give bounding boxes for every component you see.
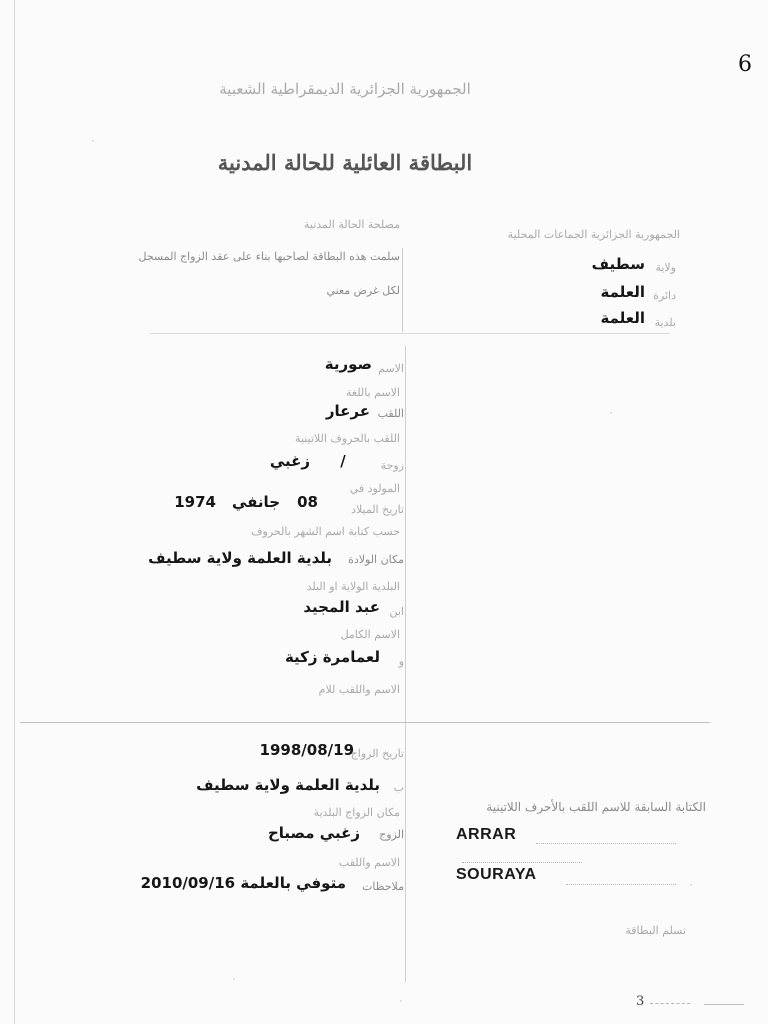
speck <box>233 978 235 980</box>
marriage-spouse-value: زغبي مصباح <box>267 824 360 842</box>
birth-day: 08 <box>297 493 318 511</box>
middle-rule <box>20 722 710 723</box>
page-edge <box>14 0 15 1024</box>
latin-surname-dots <box>536 843 676 844</box>
daira-label: دائرة <box>653 289 676 302</box>
notes-value: متوفي بالعلمة 2010/09/16 <box>140 874 346 892</box>
left-block-line2: سلمت هذه البطاقة لصاحبها بناء على عقد الزواج المسجل <box>138 250 400 263</box>
latin-heading: الكتابة السابقة للاسم اللقب بالأحرف اللاتينية <box>486 800 706 814</box>
wilaya-value: سطيف <box>591 255 645 273</box>
surname-value: عرعار <box>325 402 370 420</box>
father-value: عبد المجيد <box>303 598 380 616</box>
marriage-spouse-sub: الاسم واللقب <box>338 856 400 869</box>
birth-date-sub: حسب كتابة اسم الشهر بالحروف <box>251 525 400 538</box>
spouse-label: زوجة <box>380 459 404 472</box>
spouse-name: زغبي <box>269 452 310 470</box>
father-sub: الاسم الكامل <box>340 628 400 641</box>
marriage-place-label: ب <box>393 781 404 794</box>
wilaya-label: ولاية <box>655 261 676 274</box>
speck <box>92 140 94 142</box>
main-divider <box>405 346 406 982</box>
speck <box>610 412 612 414</box>
latin-first-name-dots <box>566 884 676 885</box>
latin-first-name: SOURAYA <box>456 866 537 883</box>
corner-rule <box>704 1004 744 1005</box>
latin-separator-dots <box>462 862 582 863</box>
first-name-sub: الاسم باللغة <box>346 386 400 399</box>
notes-label: ملاحظات <box>362 880 404 893</box>
left-block-line3: لكل غرض معني <box>326 284 400 297</box>
mother-label: و <box>398 655 404 668</box>
mother-value: لعمامرة زكية <box>284 648 380 666</box>
first-name-label: الاسم <box>378 362 404 375</box>
spouse-sub: المولود في <box>349 482 400 495</box>
mother-sub: الاسم واللقب للام <box>318 683 400 696</box>
top-divider <box>402 248 403 332</box>
surname-sub: اللقب بالحروف اللاتينية <box>295 432 400 445</box>
marriage-place-value: بلدية العلمة ولاية سطيف <box>196 776 380 794</box>
surname-label: اللقب <box>377 407 404 420</box>
commune-value: العلمة <box>600 309 645 327</box>
birth-year: 1974 <box>174 493 216 511</box>
birthplace-label: مكان الولادة <box>348 553 404 566</box>
latin-surname: ARRAR <box>456 826 517 843</box>
marriage-date-label: تاريخ الزواج <box>350 747 404 760</box>
first-name-value: صورية <box>324 355 372 373</box>
corner-dashes <box>650 1003 690 1004</box>
top-section-rule <box>150 333 670 334</box>
daira-value: العلمة <box>600 283 645 301</box>
latin-footer-faint: تسلم البطاقة <box>625 924 686 937</box>
corner-mark: 3 <box>636 994 645 1009</box>
birth-month: جانفي <box>231 493 280 511</box>
marriage-place-sub: مكان الزواج البلدية <box>313 806 400 819</box>
birthplace-sub: البلدية الولاية او البلد <box>306 580 400 593</box>
speck <box>690 884 692 886</box>
card-title: البطاقة العائلية للحالة المدنية <box>217 150 473 175</box>
page-number: 6 <box>738 52 752 77</box>
commune-label: بلدية <box>654 316 676 329</box>
marriage-spouse-label: الزوج <box>379 828 404 841</box>
father-label: ابن <box>389 605 404 618</box>
republic-heading: الجمهورية الجزائرية الديمقراطية الشعبية <box>219 80 471 98</box>
birth-date-label: تاريخ الميلاد <box>351 503 404 516</box>
birthplace-value: بلدية العلمة ولاية سطيف <box>148 549 332 567</box>
spouse-slash: / <box>340 452 346 470</box>
left-block-line1: مصلحة الحالة المدنية <box>304 218 400 231</box>
right-block-line1: الجمهورية الجزائرية الجماعات المحلية <box>507 228 680 241</box>
marriage-date-value: 1998/08/19 <box>259 741 354 759</box>
speck <box>400 1000 402 1002</box>
